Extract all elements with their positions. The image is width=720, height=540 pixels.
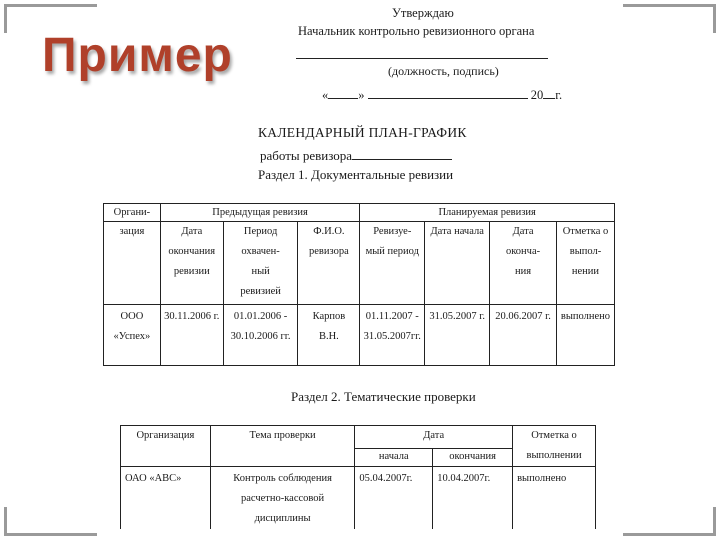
frame-corner-top-right xyxy=(623,4,716,33)
t2-topic-header: Тема проверки xyxy=(210,426,355,467)
cell-mark: выполнено xyxy=(556,305,614,366)
signature-caption: (должность, подпись) xyxy=(388,64,499,78)
start-date-header: Дата начала xyxy=(425,222,490,305)
t2-cell-topic: Контроль соблюдения расчетно-кассовой дисциплины xyxy=(210,467,355,530)
t2-mark-header: Отметка о выполнении xyxy=(513,426,596,467)
planned-audit-header: Планируемая ревизия xyxy=(360,204,615,222)
slide-title: Пример xyxy=(42,29,233,82)
frame-corner-bottom-right xyxy=(623,507,716,536)
cell-start-date: 31.05.2007 г. xyxy=(425,305,490,366)
fio-header: Ф.И.О. ревизора xyxy=(298,222,360,305)
document-subtitle-text: работы ревизора xyxy=(260,148,353,163)
auditor-name-blank xyxy=(352,147,452,160)
org-header: Органи- xyxy=(104,204,161,222)
cell-fio: Карпов В.Н. xyxy=(298,305,360,366)
documentary-audits-table xyxy=(103,203,615,366)
document-title: КАЛЕНДАРНЫЙ ПЛАН-ГРАФИК xyxy=(258,125,467,140)
year-prefix: 20 xyxy=(530,88,544,102)
approval-date-line xyxy=(322,86,562,103)
cell-period: 01.01.2006 - 30.10.2006 гг. xyxy=(223,305,298,366)
frame-corner-bottom-left xyxy=(4,507,97,536)
approver-position: Начальник контрольно ревизионного органа xyxy=(298,24,535,38)
table-row xyxy=(121,467,596,530)
signature-line xyxy=(296,58,548,59)
mark-header: Отметка о выпол- нении xyxy=(556,222,614,305)
t2-cell-org: ОАО «АВС» xyxy=(121,467,211,530)
org-header-cont: зация xyxy=(104,222,161,305)
t2-cell-mark: выполнено xyxy=(513,467,596,530)
approve-word: Утверждаю xyxy=(392,6,454,20)
t2-org-header: Организация xyxy=(121,426,211,467)
date-close-quote: » xyxy=(358,88,365,102)
section1-title: Раздел 1. Документальные ревизии xyxy=(258,167,454,182)
cell-finish-date: 20.06.2007 г. xyxy=(490,305,557,366)
table-row xyxy=(104,305,615,366)
section2-title: Раздел 2. Тематические проверки xyxy=(291,389,476,404)
t2-end-header: окончания xyxy=(433,448,513,466)
period-header: Период охвачен- ный ревизией xyxy=(223,222,298,305)
year-suffix: г. xyxy=(555,88,563,102)
end-date-header: Дата окончания ревизии xyxy=(160,222,223,305)
t2-date-header: Дата xyxy=(355,426,513,449)
t2-start-header: начала xyxy=(355,448,433,466)
finish-date-header: Дата оконча- ния xyxy=(490,222,557,305)
audit-period-header: Ревизуе- мый период xyxy=(360,222,425,305)
document-subtitle xyxy=(260,147,452,164)
previous-audit-header: Предыдущая ревизия xyxy=(160,204,359,222)
cell-org: ООО «Успех» xyxy=(104,305,161,366)
month-blank xyxy=(368,86,528,99)
day-blank xyxy=(328,86,358,99)
t2-cell-start: 05.04.2007г. xyxy=(355,467,433,530)
thematic-checks-table xyxy=(120,425,596,529)
cell-end-date: 30.11.2006 г. xyxy=(160,305,223,366)
year-blank xyxy=(543,86,555,99)
date-open-quote: « xyxy=(322,88,329,102)
t2-cell-end: 10.04.2007г. xyxy=(433,467,513,530)
cell-audit-period: 01.11.2007 - 31.05.2007гг. xyxy=(360,305,425,366)
